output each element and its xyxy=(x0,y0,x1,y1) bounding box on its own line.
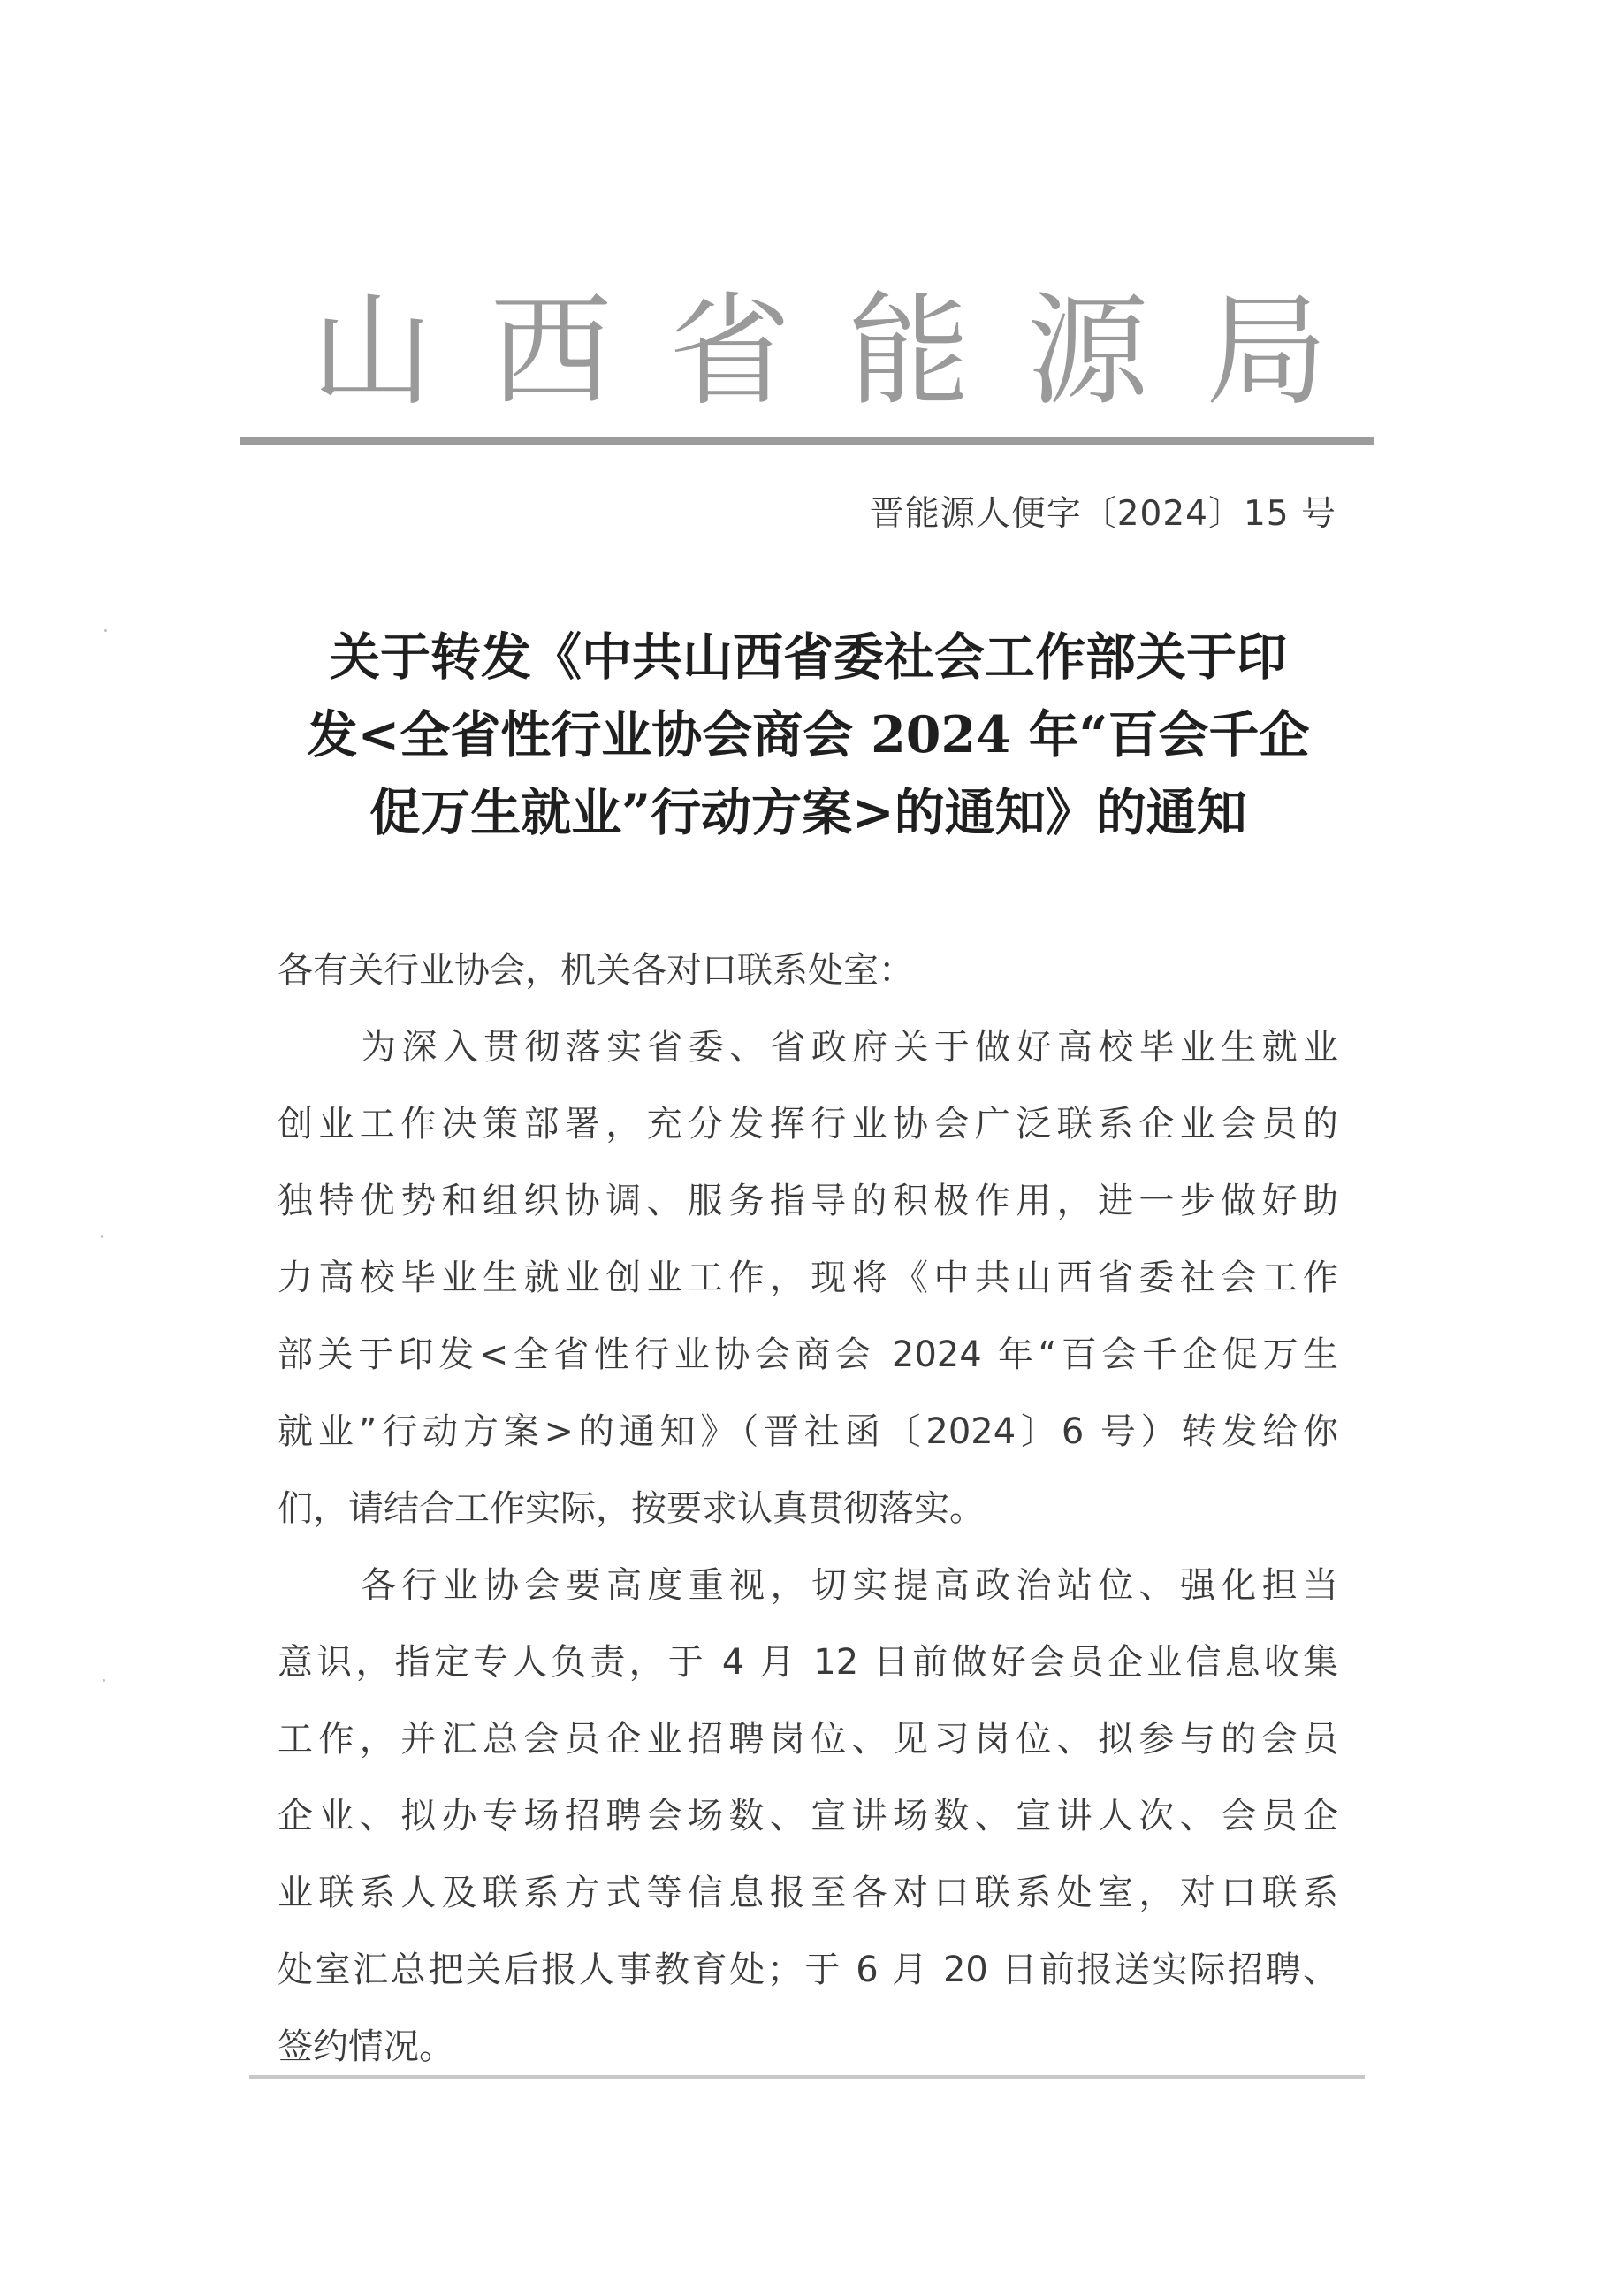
paragraph-1 xyxy=(278,1009,1338,1547)
footer-divider xyxy=(249,2075,1365,2079)
paragraph-2 xyxy=(278,1547,1338,2086)
body-line: 部关于印发<全省性行业协会商会 2024 年“百会千企促万生 xyxy=(278,1334,1338,1375)
scan-speck xyxy=(104,629,107,632)
issuing-authority-header xyxy=(311,281,1328,422)
body-line: 签约情况。 xyxy=(278,2026,454,2067)
header-char: 省 xyxy=(668,280,791,422)
body-line: 工作，并汇总会员企业招聘岗位、见习岗位、拟参与的会员 xyxy=(278,1719,1338,1760)
scan-speck xyxy=(101,1235,103,1238)
title-line: 发<全省性行业协会商会 2024 年“百会千企 xyxy=(307,705,1310,764)
document-title xyxy=(276,619,1341,852)
header-char: 山 xyxy=(311,280,434,422)
body-line: 企业、拟办专场招聘会场数、宣讲场数、宣讲人次、会员企 xyxy=(278,1796,1338,1836)
header-char: 能 xyxy=(848,280,971,422)
document-number: 晋能源人便字〔2024〕15 号 xyxy=(869,494,1336,534)
header-char: 局 xyxy=(1205,280,1328,422)
body-line: 各行业协会要高度重视，切实提高政治站位、强化担当 xyxy=(361,1565,1338,1606)
body-line: 们，请结合工作实际，按要求认真贯彻落实。 xyxy=(278,1488,985,1529)
body-line: 为深入贯彻落实省委、省政府关于做好高校毕业生就业 xyxy=(361,1027,1338,1068)
body-line: 意识，指定专人负责，于 4 月 12 日前做好会员企业信息收集 xyxy=(278,1642,1338,1683)
body-line: 业联系人及联系方式等信息报至各对口联系处室，对口联系 xyxy=(278,1873,1338,1913)
header-char: 源 xyxy=(1026,280,1149,422)
title-line: 促万生就业”行动方案>的通知》的通知 xyxy=(369,783,1247,842)
header-divider xyxy=(240,437,1374,445)
scan-speck xyxy=(103,1679,105,1682)
body-line: 力高校毕业生就业创业工作，现将《中共山西省委社会工作 xyxy=(278,1258,1338,1298)
body-line: 处室汇总把关后报人事教育处；于 6 月 20 日前报送实际招聘、 xyxy=(278,1950,1338,1990)
body-line: 独特优势和组织协调、服务指导的积极作用，进一步做好助 xyxy=(278,1181,1338,1221)
document-body xyxy=(278,932,1338,2086)
body-line: 创业工作决策部署，充分发挥行业协会广泛联系企业会员的 xyxy=(278,1104,1338,1144)
header-char: 西 xyxy=(490,280,613,422)
body-line: 就业”行动方案>的通知》（晋社函〔2024〕6 号）转发给你 xyxy=(278,1411,1338,1452)
salutation: 各有关行业协会，机关各对口联系处室： xyxy=(278,950,914,991)
title-line: 关于转发《中共山西省委社会工作部关于印 xyxy=(330,627,1287,687)
